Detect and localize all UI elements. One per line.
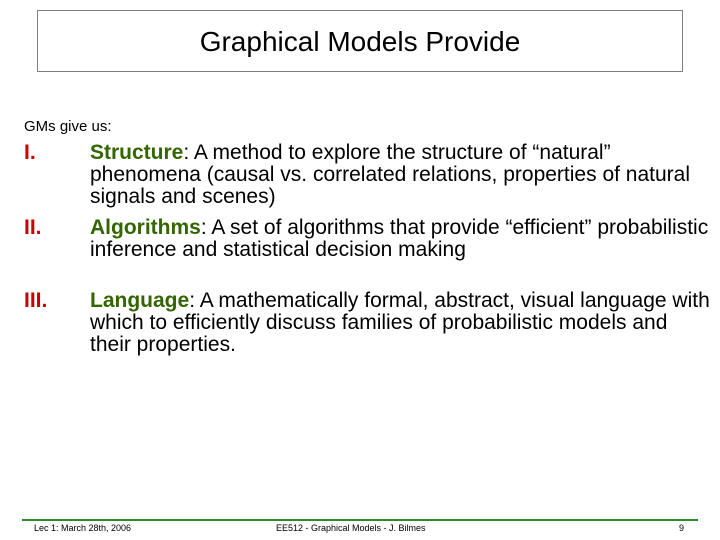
footer-date: Lec 1: March 28th, 2006 bbox=[34, 523, 132, 533]
description-algorithms: : A set of algorithms that provide “efficient” probabilistic inference and statistical decision making bbox=[90, 216, 709, 261]
numeral-2: II. bbox=[24, 216, 42, 239]
footer-course: EE512 - Graphical Models - J. Bilmes bbox=[276, 523, 426, 533]
title-box bbox=[37, 10, 683, 72]
numeral-3: III. bbox=[24, 289, 48, 312]
footer-page-number: 9 bbox=[679, 523, 685, 533]
intro-text: GMs give us: bbox=[24, 118, 112, 135]
term-language: Language bbox=[90, 289, 190, 312]
item-text-1 bbox=[90, 142, 710, 208]
description-language: : A mathematically formal, abstract, visual language with which to efficiently discuss families of probabilistic models and their properties. bbox=[90, 289, 710, 356]
slide-title: Graphical Models Provide bbox=[199, 26, 521, 57]
footer-rule bbox=[22, 519, 698, 521]
term-algorithms: Algorithms bbox=[90, 216, 201, 239]
description-structure: : A method to explore the structure of “natural” phenomena (causal vs. correlated relations, properties of natural signals and scenes) bbox=[90, 141, 690, 208]
term-structure: Structure bbox=[90, 141, 184, 164]
item-text-2 bbox=[90, 217, 710, 261]
item-text-3 bbox=[90, 290, 710, 356]
numeral-1: I. bbox=[24, 141, 36, 164]
